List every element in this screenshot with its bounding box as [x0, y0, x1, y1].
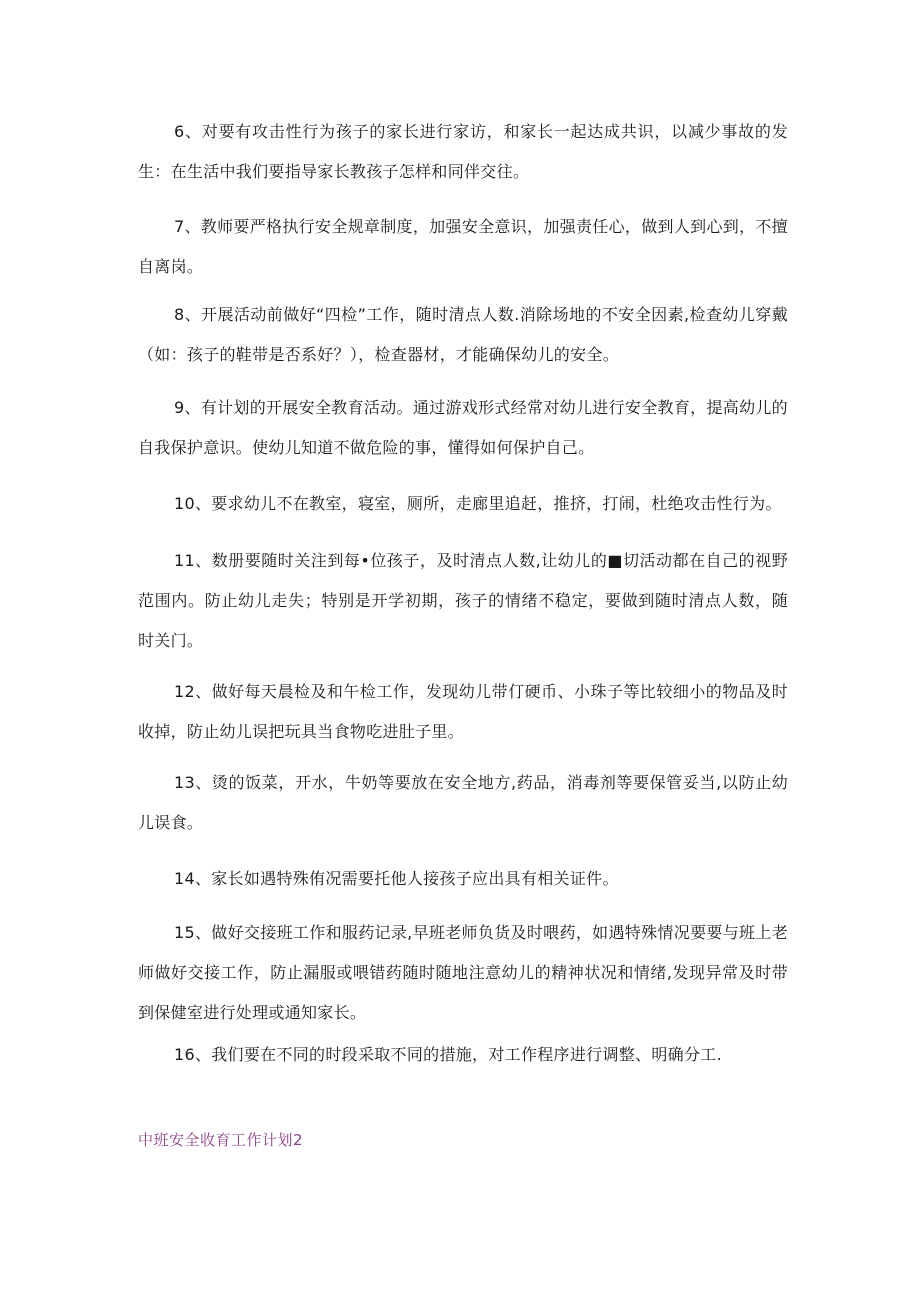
paragraph-9: 9、有计划的开展安全教育活动。通过游戏形式经常对幼儿进行安全教育，提高幼儿的自我保护意识。使幼儿知道不做危险的事，懂得如何保护自己。: [138, 398, 788, 457]
paragraph-10: 10、要求幼儿不在教室，寝室，厕所，走廊里追赶，推挤，打闹，杜绝攻击性行为。: [174, 494, 782, 513]
paragraph-6: 6、对要有攻击性行为孩子的家长进行家访，和家长一起达成共识，以减少事故的发生：在生活中我们要指导家长教孩子怎样和同伴交往。: [138, 122, 788, 181]
paragraph-7: 7、教师要严格执行安全规章制度，加强安全意识，加强责任心，做到人到心到，不擅自离岗。: [138, 217, 788, 276]
paragraph-13: 13、烫的饭菜，开水，牛奶等要放在安全地方,药品，消毒剂等要保管妥当,以防止幼儿误食。: [138, 773, 788, 832]
paragraph-14: 14、家长如遇特殊侑况需要托他人接孩子应出具有相关证件。: [174, 869, 619, 888]
paragraph-11: 11、数册要随时关注到每•位孩子，及时清点人数,让幼儿的■切活动都在自己的视野范围内。防止幼儿走失；特别是开学初期，孩子的情绪不稳定，要做到随时清点人数，随时关门。: [138, 551, 788, 650]
paragraph-15: 15、做好交接班工作和服药记录,早班老师负货及时喂药，如遇特殊情况要要与班上老师做好交接工作，防止漏服或喂错药随时随地注意幼儿的精神状况和情绪,发现异常及时带到保健室进行处理或通知家长。: [138, 923, 788, 1022]
paragraph-12: 12、做好每天晨检及和午检工作，发现幼儿带仃硬币、小珠子等比较细小的物品及时收掉，防止幼儿误把玩具当食物吃进肚子里。: [138, 682, 788, 741]
section-heading: 中班安全收育工作计划2: [138, 1131, 304, 1149]
paragraph-16: 16、我们要在不同的时段采取不同的措施，对工作程序进行调整、明确分工.: [174, 1045, 722, 1064]
paragraph-8: 8、开展活动前做好“四检”工作，随时清点人数.消除场地的不安全因素,检查幼儿穿戴（如：孩子的鞋带是否系好？），检查器材，才能确保幼儿的安全。: [138, 305, 788, 364]
